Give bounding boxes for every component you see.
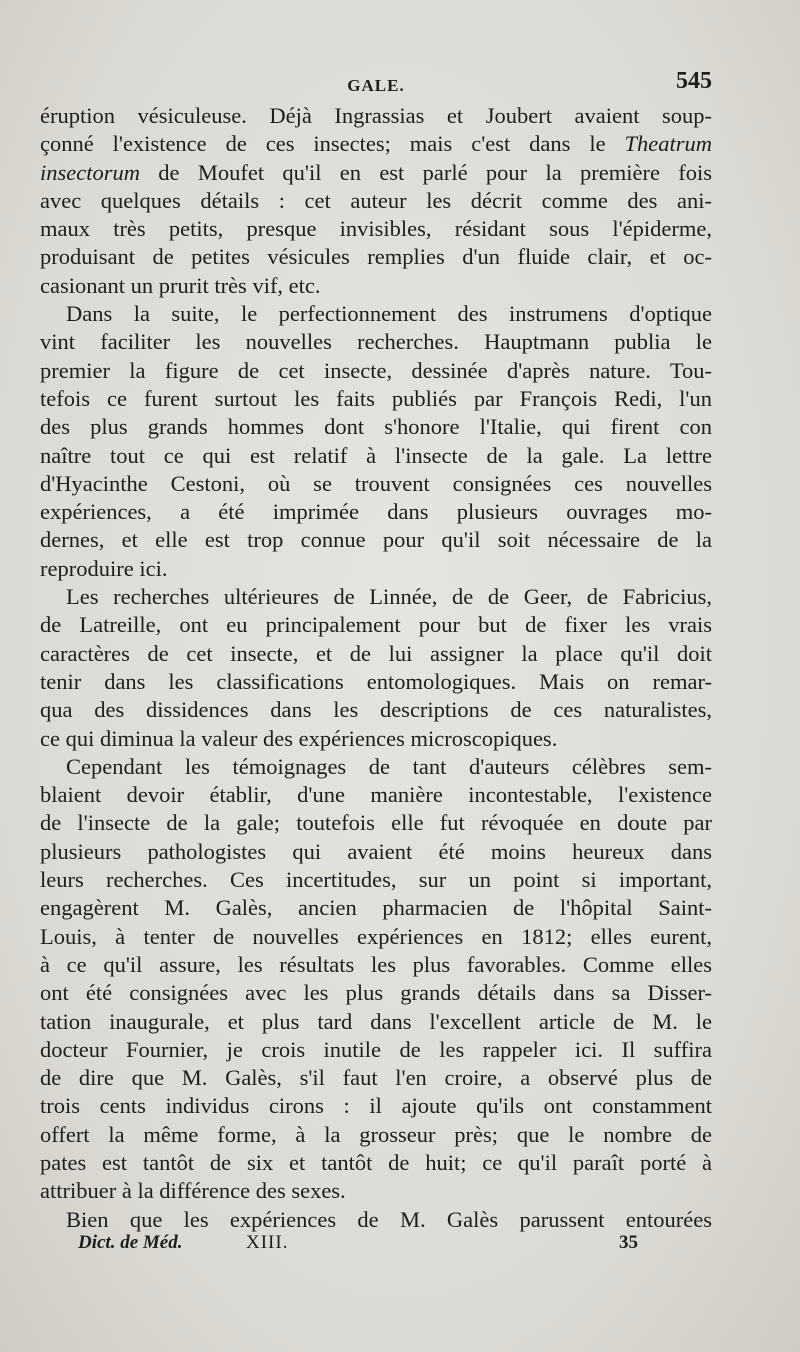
signature-number: 35 xyxy=(619,1232,638,1253)
line-text: dernes, et elle est trop connue pour qu'il soit nécessaire de la xyxy=(40,527,712,553)
text-line xyxy=(40,526,712,554)
page-number: 545 xyxy=(676,68,712,94)
line-text: maux très petits, presque invisibles, résidant sous l'épiderme, xyxy=(40,216,712,242)
page-footer xyxy=(78,1232,638,1262)
text-line xyxy=(40,781,712,809)
volume-number: XIII. xyxy=(246,1232,289,1253)
line-text: ce qui diminua la valeur des expériences microscopiques. xyxy=(40,725,558,751)
line-text: blaient devoir établir, d'une manière incontestable, l'existence xyxy=(40,782,712,808)
line-text: tation inaugurale, et plus tard dans l'excellent article de M. le xyxy=(40,1008,712,1034)
line-text: éruption vésiculeuse. Déjà Ingrassias et Joubert avaient soup- xyxy=(40,103,712,128)
line-text: Les recherches ultérieures de Linnée, de de Geer, de Fabricius, xyxy=(66,584,712,610)
text-line xyxy=(40,215,712,243)
text-line xyxy=(40,611,712,639)
line-text: premier la figure de cet insecte, dessinée d'après nature. Tou- xyxy=(40,357,712,383)
text-line xyxy=(40,979,712,1007)
text-line xyxy=(40,866,712,894)
line-text: tenir dans les classifications entomologiques. Mais on remar- xyxy=(40,668,712,694)
line-text: de Latreille, ont eu principalement pour but de fixer les vrais xyxy=(40,612,712,638)
line-text: Dans la suite, le perfectionnement des instrumens d'optique xyxy=(66,301,712,327)
signature-title: Dict. de Méd. xyxy=(78,1232,183,1253)
line-text: de Moufet qu'il en est parlé pour la première fois xyxy=(140,159,712,185)
text-line xyxy=(40,413,712,441)
italic-text: insectorum xyxy=(40,159,140,185)
body-text xyxy=(40,102,712,1234)
line-text: Cependant les témoignages de tant d'auteurs célèbres sem- xyxy=(66,753,712,779)
text-line xyxy=(40,555,712,583)
line-text: attribuer à la différence des sexes. xyxy=(40,1178,346,1204)
line-text: offert la même forme, à la grosseur près; que le nombre de xyxy=(40,1121,712,1147)
text-line xyxy=(40,753,712,781)
line-text: caractères de cet insecte, et de lui assigner la place qu'il doit xyxy=(40,640,712,666)
page-header xyxy=(40,68,712,104)
text-line xyxy=(40,442,712,470)
text-line xyxy=(40,243,712,271)
line-text: des plus grands hommes dont s'honore l'Italie, qui firent con xyxy=(40,414,712,440)
text-line xyxy=(40,838,712,866)
text-line xyxy=(40,583,712,611)
line-text: à ce qu'il assure, les résultats les plus favorables. Comme elles xyxy=(40,951,712,977)
line-text: avec quelques détails : cet auteur les décrit comme des ani- xyxy=(40,187,712,213)
line-text: trois cents individus cirons : il ajoute qu'ils ont constamment xyxy=(40,1093,712,1119)
text-line xyxy=(40,894,712,922)
running-head: GALE. xyxy=(347,76,405,95)
line-text: casionant un prurit très vif, etc. xyxy=(40,272,321,298)
line-text: tefois ce furent surtout les faits publiés par François Redi, l'un xyxy=(40,385,712,411)
line-text: de l'insecte de la gale; toutefois elle fut révoquée en doute par xyxy=(40,810,712,836)
text-line xyxy=(40,1036,712,1064)
italic-text: Theatrum xyxy=(624,131,712,157)
line-text: d'Hyacinthe Cestoni, où se trouvent consignées ces nouvelles xyxy=(40,470,712,496)
text-line xyxy=(40,357,712,385)
text-line xyxy=(40,1064,712,1092)
line-text: ont été consignées avec les plus grands détails dans sa Disser- xyxy=(40,980,712,1006)
text-line xyxy=(40,1177,712,1205)
text-line xyxy=(40,498,712,526)
text-line xyxy=(40,1206,712,1234)
line-text: engagèrent M. Galès, ancien pharmacien de l'hôpital Saint- xyxy=(40,895,712,921)
text-line xyxy=(40,385,712,413)
line-text: vint faciliter les nouvelles recherches. Hauptmann publia le xyxy=(40,329,712,355)
line-text: qua des dissidences dans les descriptions de ces naturalistes, xyxy=(40,697,712,723)
text-line xyxy=(40,1149,712,1177)
line-text: de dire que M. Galès, s'il faut l'en croire, a observé plus de xyxy=(40,1065,712,1091)
text-line xyxy=(40,130,712,158)
text-line xyxy=(40,1121,712,1149)
text-line xyxy=(40,300,712,328)
text-line xyxy=(40,1008,712,1036)
text-line xyxy=(40,187,712,215)
text-line xyxy=(40,470,712,498)
line-text: produisant de petites vésicules remplies d'un fluide clair, et oc- xyxy=(40,244,712,270)
line-text: Louis, à tenter de nouvelles expériences en 1812; elles eurent, xyxy=(40,923,712,949)
line-text: reproduire ici. xyxy=(40,555,168,581)
text-line xyxy=(40,951,712,979)
text-line xyxy=(40,640,712,668)
text-line xyxy=(40,725,712,753)
line-text: naître tout ce qui est relatif à l'insecte de la gale. La lettre xyxy=(40,442,712,468)
text-line xyxy=(40,328,712,356)
text-line xyxy=(40,102,712,130)
line-text: docteur Fournier, je crois inutile de les rappeler ici. Il suffira xyxy=(40,1036,712,1062)
line-text: çonné l'existence de ces insectes; mais c'est dans le xyxy=(40,131,625,157)
text-line xyxy=(40,696,712,724)
line-text: plusieurs pathologistes qui avaient été moins heureux dans xyxy=(40,838,712,864)
text-line xyxy=(40,159,712,187)
line-text: expériences, a été imprimée dans plusieurs ouvrages mo- xyxy=(40,499,712,525)
text-line xyxy=(40,272,712,300)
line-text: Bien que les expériences de M. Galès parussent entourées xyxy=(66,1206,712,1232)
line-text: leurs recherches. Ces incertitudes, sur un point si important, xyxy=(40,867,712,893)
text-line xyxy=(40,923,712,951)
text-line xyxy=(40,1092,712,1120)
text-line xyxy=(40,668,712,696)
line-text: pates est tantôt de six et tantôt de huit; ce qu'il paraît porté à xyxy=(40,1149,712,1175)
text-line xyxy=(40,809,712,837)
